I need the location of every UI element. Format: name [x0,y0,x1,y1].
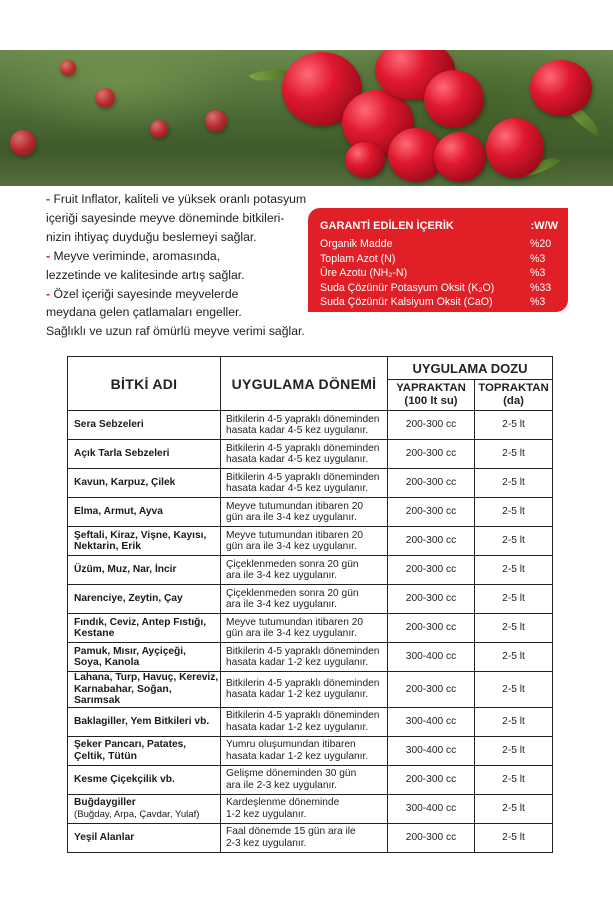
crop-name: Buğdaygiller [74,797,136,808]
period-line: 1-2 kez uygulanır. [226,808,307,820]
ingredient-name: Suda Çözünür Potasyum Oksit (K₂O) [320,281,495,294]
crop-cell [68,643,221,672]
period-cell [221,823,388,852]
column-header-soil [475,380,553,411]
soil-dose-cell: 2-5 lt [475,823,553,852]
crop-cell [68,440,221,469]
ingredient-name: Üre Azotu (NH₂-N) [320,267,408,279]
period-line: 2-3 kez uygulanır. [226,837,307,849]
period-line: hasata kadar 1-2 kez uygulanır. [226,689,369,701]
period-cell [221,765,388,794]
crop-cell [68,823,221,852]
period-line: gün ara ile 3-4 kez uygulanır. [226,628,357,639]
crop-name-sub: Karnabahar, Soğan, Sarımsak [74,683,172,706]
soil-dose-cell: 2-5 lt [475,794,553,823]
crop-cell [68,411,221,440]
crop-name: Yeşil Alanlar [74,831,135,843]
foliar-dose-cell: 200-300 cc [388,765,475,794]
period-cell [221,736,388,765]
table-row [68,527,553,556]
ingredient-value: %3 [530,267,546,279]
table-row [68,411,553,440]
crop-cell [68,498,221,527]
pomegranate-shape [345,142,385,178]
column-header-period: UYGULAMA DÖNEMİ [221,357,388,411]
crop-name: Fındık, Ceviz, Antep Fıstığı, [74,616,207,628]
period-line: Faal dönemde 15 gün ara ile [226,826,356,837]
intro-line-text: Sağlıklı ve uzun raf ömürlü meyve verimi sağlar. [46,324,305,339]
period-line: Bitkilerin 4-5 yapraklı döneminden [226,442,380,454]
bullet-dash: - [46,286,54,301]
table-row [68,707,553,736]
column-header-dose: UYGULAMA DOZU [388,357,553,380]
bullet-dash: - [46,248,54,263]
ingredient-value: %33 [530,281,552,294]
table-row [68,498,553,527]
guaranteed-content-row [320,237,558,252]
period-line: hasata kadar 1-2 kez uygulanır. [226,750,369,762]
crop-cell [68,736,221,765]
period-line: ara ile 3-4 kez uygulanır. [226,570,337,581]
period-cell [221,614,388,643]
soil-dose-cell: 2-5 lt [475,527,553,556]
period-line: hasata kadar 1-2 kez uygulanır. [226,721,369,733]
crop-cell [68,794,221,823]
fruit-shape [150,120,168,138]
period-cell [221,672,388,708]
intro-line [46,266,346,285]
period-line: ara ile 2-3 kez uygulanır. [226,779,337,791]
crop-cell [68,614,221,643]
period-line: Bitkilerin 4-5 yapraklı döneminden [226,677,380,689]
crop-name: Elma, Armut, Ayva [74,506,163,518]
guaranteed-content-header [320,220,558,232]
soil-dose-cell: 2-5 lt [475,643,553,672]
soil-dose-cell: 2-5 lt [475,556,553,585]
column-header-soil-line2: (da) [503,395,524,407]
ingredient-value: %20 [530,238,552,250]
guaranteed-content-title: GARANTİ EDİLEN İÇERİK [320,220,454,232]
soil-dose-cell: 2-5 lt [475,585,553,614]
period-line: Çiçeklenmeden sonra 20 gün [226,587,359,599]
period-cell [221,707,388,736]
intro-line [46,190,346,209]
soil-dose-cell: 2-5 lt [475,736,553,765]
period-cell [221,440,388,469]
table-row [68,469,553,498]
column-header-soil-line1: TOPRAKTAN [478,382,549,394]
crop-name: Şeftali, Kiraz, Vişne, Kayısı, [74,529,207,541]
period-line: Meyve tutumundan itibaren 20 [226,529,364,541]
intro-line [46,303,346,322]
crop-name: Lahana, Turp, Havuç, Kereviz, [74,672,219,683]
period-line: Yumru oluşumundan itibaren [226,739,356,750]
period-line: Bitkilerin 4-5 yapraklı döneminden [226,710,380,721]
crop-cell [68,672,221,708]
column-header-foliar-line2: (100 lt su) [404,395,458,407]
intro-line-text: nizin ihtiyaç duyduğu beslemeyi sağlar. [46,229,257,244]
table-row [68,672,553,708]
table-row [68,736,553,765]
soil-dose-cell: 2-5 lt [475,707,553,736]
foliar-dose-cell: 300-400 cc [388,736,475,765]
intro-line-text: Meyve veriminde, aromasında, [53,248,221,263]
foliar-dose-cell: 200-300 cc [388,498,475,527]
crop-name-sub: Nektarin, Erik [74,541,141,552]
period-cell [221,643,388,672]
pomegranate-shape [424,70,484,128]
table-row [68,585,553,614]
period-cell [221,585,388,614]
period-line: hasata kadar 4-5 kez uygulanır. [226,454,369,465]
table-row [68,823,553,852]
ingredient-value: %3 [530,252,546,265]
intro-line-text: lezzetinde ve kalitesinde artış sağlar. [46,267,245,282]
foliar-dose-cell: 200-300 cc [388,672,475,708]
crop-name-sub: Çeltik, Tütün [74,750,137,762]
column-header-foliar-line1: YAPRAKTAN [396,382,466,394]
pomegranate-shape [486,118,544,178]
dosage-table [67,356,553,853]
table-row [68,643,553,672]
period-line: gün ara ile 3-4 kez uygulanır. [226,512,357,523]
foliar-dose-cell: 200-300 cc [388,614,475,643]
guaranteed-content-row [320,281,558,296]
fruit-shape [205,110,227,132]
hero-pomegranate-image [0,50,613,186]
guaranteed-content-row [320,252,558,267]
fruit-shape [95,88,115,108]
crop-cell [68,585,221,614]
column-header-foliar [388,380,475,411]
period-line: ara ile 3-4 kez uygulanır. [226,599,337,610]
intro-line [46,209,346,228]
guaranteed-content-rows [320,237,558,310]
ingredient-value: %3 [530,296,546,308]
period-line: hasata kadar 4-5 kez uygulanır. [226,483,369,494]
table-row [68,614,553,643]
crop-name-sub: Soya, Kanola [74,657,140,668]
period-cell [221,556,388,585]
intro-line-text: Özel içeriği sayesinde meyvelerde [53,286,239,301]
soil-dose-cell: 2-5 lt [475,498,553,527]
table-row [68,794,553,823]
foliar-dose-cell: 200-300 cc [388,823,475,852]
bullet-dash: - [46,192,54,206]
foliar-dose-cell: 200-300 cc [388,585,475,614]
soil-dose-cell: 2-5 lt [475,440,553,469]
period-line: Meyve tutumundan itibaren 20 [226,500,364,512]
period-line: Gelişme döneminden 30 gün [226,768,357,779]
intro-text [46,190,346,341]
guaranteed-content-row [320,266,558,281]
crop-name: Kavun, Karpuz, Çilek [74,477,176,489]
period-cell [221,794,388,823]
guaranteed-content-unit: :W/W [530,220,558,232]
dosage-table-body [68,411,553,853]
soil-dose-cell: 2-5 lt [475,411,553,440]
table-row [68,765,553,794]
guaranteed-content-box [308,208,568,312]
foliar-dose-cell: 200-300 cc [388,556,475,585]
crop-name: Şeker Pancarı, Patates, [74,739,187,750]
foliar-dose-cell: 200-300 cc [388,440,475,469]
soil-dose-cell: 2-5 lt [475,765,553,794]
column-header-crop: BİTKİ ADI [68,357,221,411]
period-cell [221,527,388,556]
period-line: Bitkilerin 4-5 yapraklı döneminden [226,471,380,483]
soil-dose-cell: 2-5 lt [475,469,553,498]
foliar-dose-cell: 300-400 cc [388,707,475,736]
table-row [68,440,553,469]
table-row [68,556,553,585]
foliar-dose-cell: 200-300 cc [388,469,475,498]
foliar-dose-cell: 200-300 cc [388,411,475,440]
crop-cell [68,469,221,498]
foliar-dose-cell: 300-400 cc [388,794,475,823]
ingredient-name: Toplam Azot (N) [320,252,396,265]
crop-name: Sera Sebzeleri [74,419,144,431]
crop-name: Açık Tarla Sebzeleri [74,448,170,460]
guaranteed-content-row [320,295,558,310]
crop-cell [68,707,221,736]
period-cell [221,498,388,527]
period-line: Bitkilerin 4-5 yapraklı döneminden [226,645,380,657]
crop-cell [68,527,221,556]
period-line: gün ara ile 3-4 kez uygulanır. [226,541,357,552]
pomegranate-shape [434,132,486,182]
crop-name: Pamuk, Mısır, Ayçiçeği, [74,645,186,657]
ingredient-name: Suda Çözünür Kalsiyum Oksit (CaO) [320,296,493,308]
foliar-dose-cell: 200-300 cc [388,527,475,556]
period-cell [221,411,388,440]
crop-cell [68,765,221,794]
period-line: hasata kadar 1-2 kez uygulanır. [226,657,369,668]
period-line: Kardeşlenme döneminde [226,797,340,808]
foliar-dose-cell: 300-400 cc [388,643,475,672]
period-line: Meyve tutumundan itibaren 20 [226,616,364,628]
intro-line-text: meydana gelen çatlamaları engeller. [46,305,242,320]
intro-line [46,228,346,247]
crop-name-sub: (Buğday, Arpa, Çavdar, Yulaf) [74,808,200,820]
soil-dose-cell: 2-5 lt [475,672,553,708]
crop-name: Baklagiller, Yem Bitkileri vb. [74,715,210,727]
intro-line-text: içeriği sayesinde meyve döneminde bitkileri- [46,210,285,225]
period-line: Bitkilerin 4-5 yapraklı döneminden [226,413,380,425]
period-line: hasata kadar 4-5 kez uygulanır. [226,425,369,436]
pomegranate-shape [530,60,592,116]
crop-name-sub: Kestane [74,628,115,639]
fruit-shape [10,130,36,156]
soil-dose-cell: 2-5 lt [475,614,553,643]
intro-line [46,247,346,266]
intro-line-text: Fruit Inflator, kaliteli ve yüksek oranlı potasyum [53,192,307,206]
crop-name: Kesme Çiçekçilik vb. [74,773,175,785]
fruit-shape [60,60,76,76]
period-line: Çiçeklenmeden sonra 20 gün [226,558,359,570]
crop-name: Narenciye, Zeytin, Çay [74,593,183,605]
crop-name: Üzüm, Muz, Nar, İncir [74,564,177,576]
intro-line [46,285,346,304]
intro-line [46,322,346,341]
period-cell [221,469,388,498]
ingredient-name: Organik Madde [320,238,393,250]
crop-cell [68,556,221,585]
